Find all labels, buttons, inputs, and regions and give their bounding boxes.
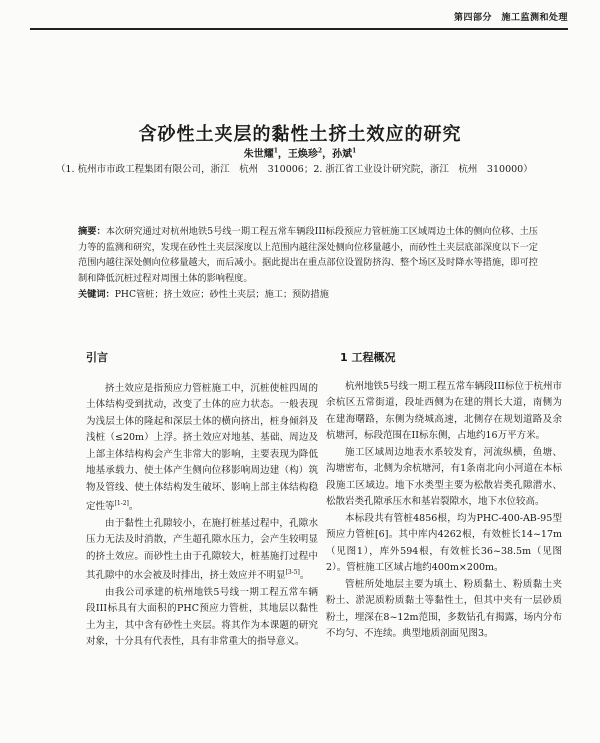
overview-paragraph: 本标段共有管桩4856根，均为PHC-400-AB-95型预应力管桩[6]。其中库内4262根，有效桩长14~17m（见图1），库外594根，有效桩长36~38.5m（见图2）。管桩施工区域占地约400m×200m。 — [326, 512, 562, 573]
keywords — [78, 287, 538, 302]
intro-column — [86, 350, 318, 651]
keywords-text: PHC管桩；挤土效应；砂性土夹层；施工；预防措施 — [114, 289, 329, 300]
intro-paragraph: 由我公司承建的杭州地铁5号线一期工程五常车辆段III标具有大面积的PHC预应力管桩，其地层以黏性土为主，其中含有砂性土夹层。将其作为本课题的研究对象，十分具有代表性，具有非常重大的指导意义。 — [86, 586, 318, 648]
author-name: 朱世耀 — [243, 149, 274, 160]
citation: [3-5] — [285, 569, 300, 577]
author-name: 孙斌 — [332, 149, 353, 160]
keywords-label: 关键词： — [78, 289, 115, 300]
paper-title: 含砂性土夹层的黏性土挤土效应的研究 — [138, 124, 462, 145]
author-affil-mark: 1 — [273, 147, 278, 155]
intro-heading: 引言 — [86, 351, 108, 364]
author-affil-mark: 1 — [352, 147, 357, 155]
section-label: 第四部分 施工监测和处理 — [453, 13, 568, 23]
citation: [1-2] — [114, 500, 129, 507]
author-list: 朱世耀$^1$，王焕珍$^2$，孙斌$^1$ — [243, 147, 357, 160]
intro-paragraph: 由于黏性土孔隙较小，在施打桩基过程中，孔隙水压力无法及时消散，产生超孔隙水压力，会产生较明显的挤土效应。而砂性土由于孔隙较大，桩基施打过程中其孔隙中的水会被及时排出，挤土效应并不明显[3-5]。 — [86, 517, 318, 582]
abstract-text: 本次研究通过对杭州地铁5号线一期工程五常车辆段III标段预应力管桩施工区域周边土体的侧向位移、土压力等的监测和研究，发现在砂性土夹层深度以上范围内越往深处侧向位移量越小，而砂性土夹层底部深度以下一定范围内越往深处侧向位移量越大，而后减小。据此提出在重点部位设置防挤沟、整个场区及时降水等措施，即可控制和降低沉桩过程对周围土体的影响程度。 — [78, 226, 538, 284]
overview-paragraph: 施工区域周边地表水系较发育，河流纵横，鱼塘、沟塘密布，北侧为余杭塘河，有1条南北向小河道在本标段施工区域边。地下水类型主要为松散岩类孔隙潜水、松散岩类孔隙承压水和基岩裂隙水，地下水位较高。 — [326, 446, 562, 507]
author-name: 王焕珍 — [287, 149, 318, 160]
overview-paragraph: 杭州地铁5号线一期工程五常车辆段III标位于杭州市余杭区五常街道，段址西侧为在建的荆长大道，南侧为在建海曙路，东侧为绕城高速，北侧存在规划道路及余杭塘河，标段范围在II标东侧，占地约16万平方米。 — [326, 380, 562, 441]
intro-paragraph: 挤土效应是指预应力管桩施工中，沉桩使桩四周的土体结构受到扰动，改变了土体的应力状态。一般表现为浅层土体的隆起和深层土体的横向挤出，桩身倾斜及浅桩（≤20m）上浮。挤土效应对地基、基础、周边及上部主体结构构会产生非常大的影响，主要表现为降低地基承载力、使土体产生侧向位移影响周边建（构）筑物及管线、使土体结构发生破坏、影响上部主体结构稳定性等[1-2]。 — [86, 382, 318, 513]
affiliation: （1. 杭州市市政工程集团有限公司，浙江 杭州 310006；2. 浙江省工业设计研究院，浙江 杭州 310000） — [56, 164, 533, 175]
abstract — [78, 224, 538, 286]
overview-heading: 1 工程概况 — [340, 351, 396, 364]
author-affil-mark: 2 — [317, 147, 323, 155]
overview-paragraph: 管桩所处地层主要为填土、粉质黏土、粉质黏土夹粉土、淤泥质粉质黏土等黏性土，但其中夹有一层砂质粉土，埋深在8~12m范围，多数钻孔有揭露，场内分布不均匀、不连续。典型地质剖面见图3。 — [326, 578, 562, 639]
overview-column — [326, 350, 562, 643]
running-header — [30, 10, 568, 30]
abstract-label: 摘要： — [78, 226, 106, 237]
